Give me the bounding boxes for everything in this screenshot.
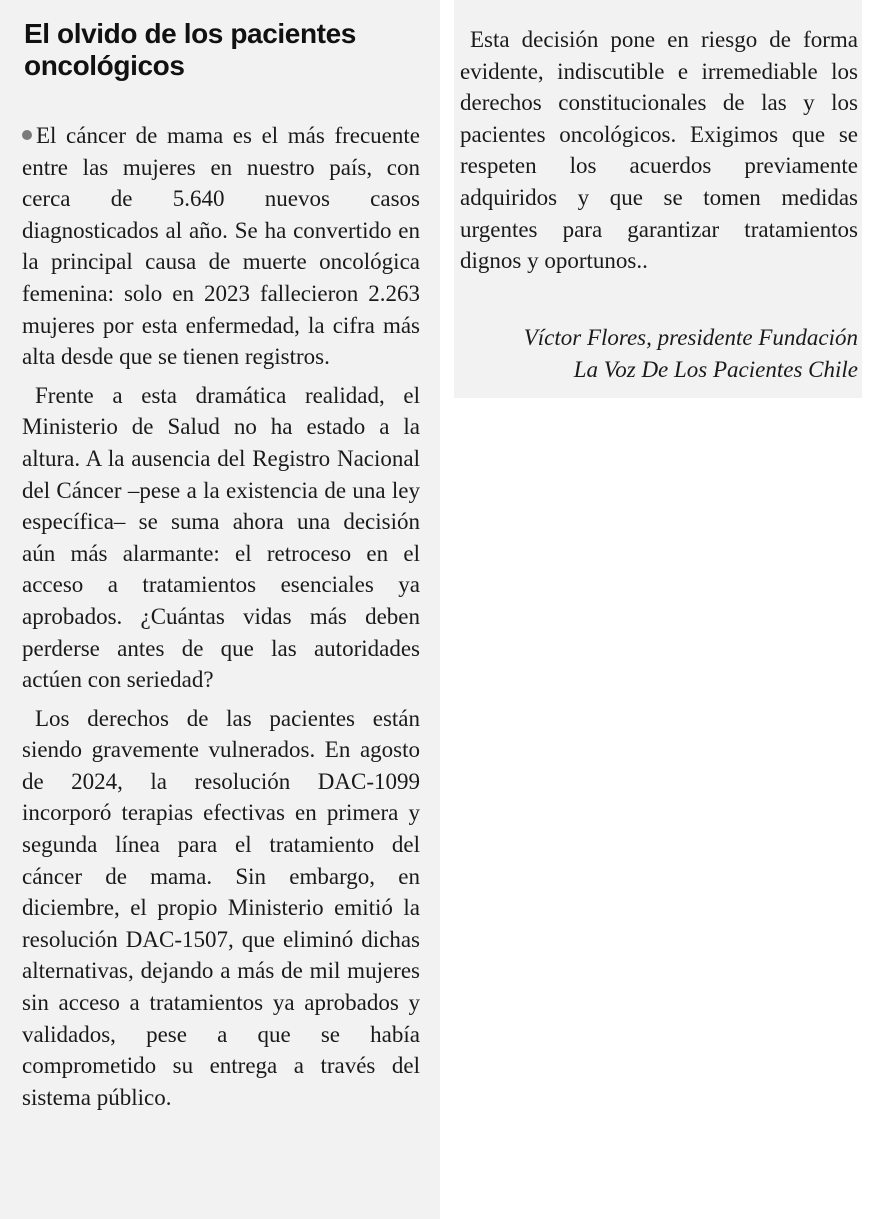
- article-paragraph: [22, 120, 420, 373]
- article-left-column: [0, 0, 440, 1219]
- article-headline: El olvido de los pacientes oncológicos: [24, 18, 356, 81]
- article-paragraph: Esta decisión pone en riesgo de forma evidente, indiscutible e irremediable los derechos constitucionales de las y los pacientes oncológicos. Exigimos que se respeten los acuerdos previamente adquiridos y que se tomen medidas urgentes para garantizar tratamientos dignos y oportunos..: [460, 27, 858, 274]
- article-right-column: [440, 0, 881, 1219]
- article-body-left: [22, 120, 420, 1120]
- article-paragraph: Frente a esta dramática realidad, el Ministerio de Salud no ha estado a la altura. A la ausencia del Registro Nacional del Cáncer –pese a la existencia de una ley específica– se suma ahora una decisión aún más alarmante: el retroceso en el acceso a tratamientos esenciales ya aprobados. ¿Cuántas vidas más deben perderse antes de que las autoridades actúen con seriedad?: [22, 382, 420, 693]
- signature-line-2: La Voz De Los Pacientes Chile: [573, 356, 858, 382]
- signature-line-1: Víctor Flores, presidente Fundación: [523, 325, 858, 350]
- article-paragraph: Los derechos de las pacientes están siendo gravemente vulnerados. En agosto de 2024, la resolución DAC-1099 incorporó terapias efectivas en primera y segunda línea para el tratamiento del cáncer de mama. Sin embargo, en diciembre, el propio Ministerio emitió la resolución DAC-1507, que eliminó dichas alternativas, dejando a más de mil mujeres sin acceso a tratamientos ya aprobados y validados, pese a que se había comprometido su entrega a través del sistema público.: [22, 705, 420, 1110]
- bullet-icon: [22, 130, 32, 140]
- paragraph-text: El cáncer de mama es el más frecuente entre las mujeres en nuestro país, con cerca de 5.640 nuevos casos diagnosticados al año. Se ha convertido en la principal causa de muerte oncológica femenina: solo en 2023 fallecieron 2.263 mujeres por esta enfermedad, la cifra más alta desde que se tienen registros.: [22, 123, 420, 370]
- author-signature: [460, 322, 858, 385]
- article-body-right: [460, 24, 858, 277]
